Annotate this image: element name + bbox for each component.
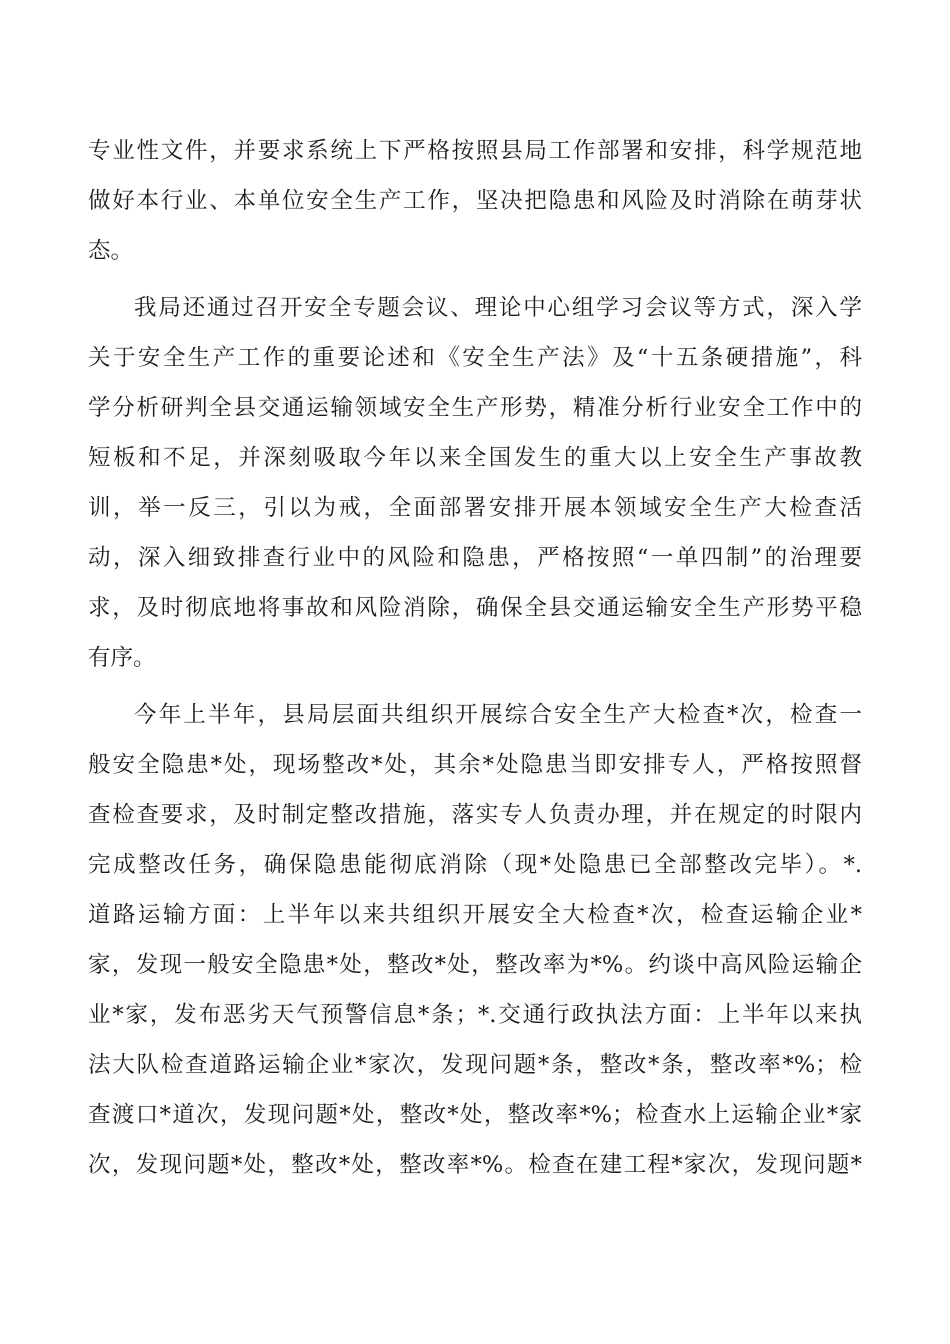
text-line: 查渡口*道次，发现问题*处，整改*处，整改率*%；检查水上运输企业*家 — [88, 1102, 862, 1128]
paragraph-gap — [88, 683, 862, 690]
text-line: 业*家，发布恶劣天气预警信息*条；*.交通行政执法方面：上半年以来执 — [88, 1002, 862, 1028]
text-line: 短板和不足，并深刻吸取今年以来全国发生的重大以上安全生产事故教 — [88, 445, 862, 471]
text-line: 态。 — [88, 238, 134, 264]
text-line: 今年上半年，县局层面共组织开展综合安全生产大检查*次，检查一 — [134, 702, 862, 728]
text-line: 道路运输方面：上半年以来共组织开展安全大检查*次，检查运输企业* — [88, 902, 862, 928]
text-line: 学分析研判全县交通运输领域安全生产形势，精准分析行业安全工作中的 — [88, 395, 862, 421]
paragraph-gap — [88, 276, 862, 283]
paragraph-2 — [88, 283, 862, 683]
text-line: 家，发现一般安全隐患*处，整改*处，整改率为*%。约谈中高风险运输企 — [88, 952, 862, 978]
paragraph-1 — [88, 126, 862, 276]
text-line: 求，及时彻底地将事故和风险消除，确保全县交通运输安全生产形势平稳 — [88, 595, 862, 621]
document-page — [88, 126, 862, 1190]
text-line: 法大队检查道路运输企业*家次，发现问题*条，整改*条，整改率*%；检 — [88, 1052, 862, 1078]
text-line: 完成整改任务，确保隐患能彻底消除（现*处隐患已全部整改完毕）。*. — [88, 852, 862, 878]
paragraph-3 — [88, 690, 862, 1190]
text-line: 动，深入细致排查行业中的风险和隐患，严格按照“一单四制”的治理要 — [88, 545, 862, 571]
text-line: 关于安全生产工作的重要论述和《安全生产法》及“十五条硬措施”，科 — [88, 345, 862, 371]
text-line: 我局还通过召开安全专题会议、理论中心组学习会议等方式，深入学 — [134, 295, 862, 321]
text-line: 做好本行业、本单位安全生产工作，坚决把隐患和风险及时消除在萌芽状 — [88, 188, 862, 214]
text-line: 训，举一反三，引以为戒，全面部署安排开展本领域安全生产大检查活 — [88, 495, 862, 521]
text-line: 次，发现问题*处，整改*处，整改率*%。检查在建工程*家次，发现问题* — [88, 1152, 862, 1178]
text-line: 专业性文件，并要求系统上下严格按照县局工作部署和安排，科学规范地 — [88, 138, 862, 164]
text-line: 查检查要求，及时制定整改措施，落实专人负责办理，并在规定的时限内 — [88, 802, 862, 828]
text-line: 有序。 — [88, 645, 156, 671]
text-line: 般安全隐患*处，现场整改*处，其余*处隐患当即安排专人，严格按照督 — [88, 752, 862, 778]
